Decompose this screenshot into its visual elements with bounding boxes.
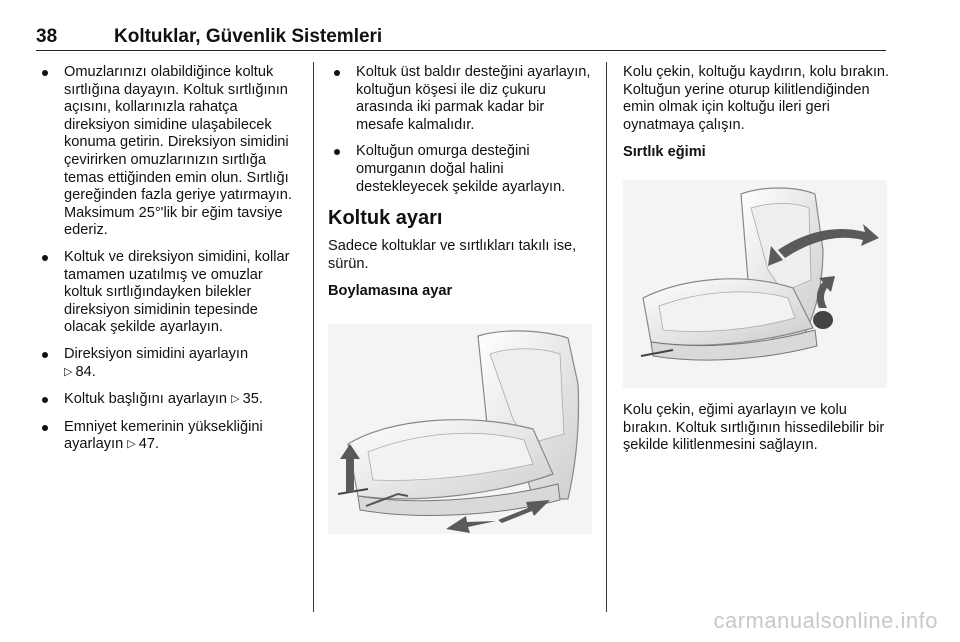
list-item	[36, 64, 300, 240]
bullet-list	[328, 64, 594, 196]
list-item	[36, 419, 300, 455]
bullet-dot	[334, 149, 340, 155]
list-item-text: Emniyet kemerinin yüksekliğini ayarlayın	[64, 418, 263, 453]
backrest-recline-illustration	[623, 180, 887, 388]
bullet-dot	[42, 425, 48, 431]
cross-reference-triangle-icon: ▷	[231, 393, 240, 406]
list-item-text: Koltuk başlığını ayarlayın	[64, 391, 228, 408]
bullet-dot	[42, 70, 48, 76]
subsection-heading: Sırtlık eğimi	[623, 144, 706, 161]
bullet-dot	[334, 70, 340, 76]
bullet-dot	[42, 397, 48, 403]
cross-reference-triangle-icon: ▷	[127, 438, 136, 451]
column-divider	[313, 62, 314, 612]
list-item	[36, 346, 300, 382]
section-heading: Koltuk ayarı	[328, 207, 443, 230]
list-item-text: Direksiyon simidini ayarlayın	[64, 345, 249, 362]
paragraph: Kolu çekin, eğimi ayarlayın ve kolu bırakın. Koltuk sırtlığının hissedilebilir bir şekilde kilitlenmesini sağlayın.	[623, 402, 885, 454]
list-item-text: Koltuğun omurga desteğini omurganın doğal halini destekleyecek şekilde ayarlayın.	[356, 143, 566, 195]
list-item-text: Koltuk ve direksiyon simidini, kollar tamamen uzatılmış ve omuzlar koltuk sırtlığındayken bilekler direksiyon simidinin tepesinde olacak şekilde ayarlayın.	[64, 248, 290, 336]
watermark: carmanualsonline.info	[713, 608, 938, 633]
list-item	[36, 249, 300, 337]
page-header	[36, 28, 886, 51]
section-intro: Sadece koltuklar ve sırtlıkları takılı ise, sürün.	[328, 238, 577, 272]
list-item-text: Koltuk üst baldır desteğini ayarlayın, koltuğun köşesi ile diz çukuru arasında iki parmak kadar bir mesafe kalmalıdır.	[356, 64, 591, 133]
column-2	[328, 64, 594, 311]
column-1	[36, 64, 300, 464]
list-item	[36, 391, 300, 410]
list-item	[328, 143, 594, 196]
seat-longitudinal-adjustment-illustration	[328, 324, 592, 534]
page-reference[interactable]: 84.	[75, 363, 96, 380]
list-item	[328, 64, 594, 134]
bullet-dot	[42, 352, 48, 358]
column-divider	[606, 62, 607, 612]
bullet-list	[36, 64, 300, 455]
bullet-dot	[42, 255, 48, 261]
subsection-heading: Boylamasına ayar	[328, 283, 453, 300]
column-3	[623, 64, 891, 172]
paragraph: Kolu çekin, koltuğu kaydırın, kolu bırakın. Koltuğun yerine oturup kilitlendiğinden emin olmak için koltuğu ileri geri oynatmaya çalışın.	[623, 64, 890, 133]
page-reference[interactable]: 47.	[138, 436, 160, 453]
list-item-text: Omuzlarınızı olabildiğince koltuk sırtlığına dayayın. Koltuk sırtlığının açısını, kollarınızla rahatça direksiyon simidine ulaşabilecek konuma getirin. Direksiyon simidini çevirirken omuzlarınızın sırtlığa temas ettiğinden emin olun. Sırtlığı gereğinden fazla geriye yatırmayın. Maksimum 25°'lik bir eğim tavsiye ederiz.	[64, 64, 292, 239]
cross-reference-triangle-icon: ▷	[64, 365, 73, 378]
page-number: 38	[36, 26, 58, 47]
page-reference[interactable]: 35.	[242, 391, 263, 408]
column-3-lower	[623, 402, 891, 465]
page-title: Koltuklar, Güvenlik Sistemleri	[114, 26, 383, 47]
